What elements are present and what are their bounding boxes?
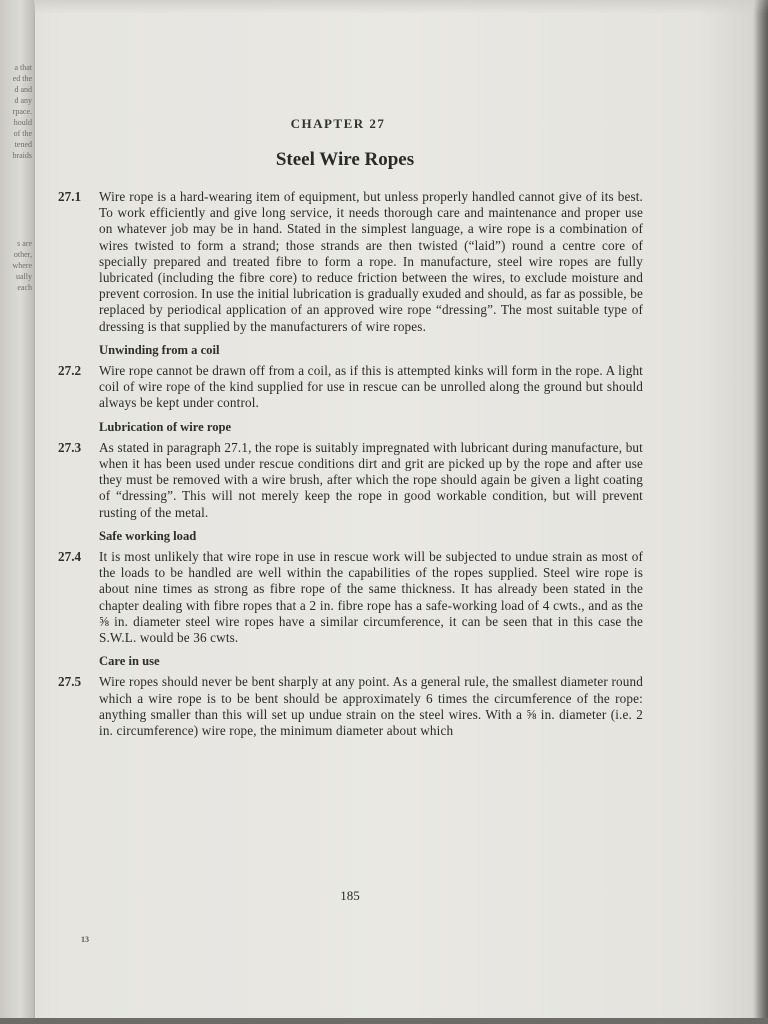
page-number: 185 [340,888,360,903]
paragraph-number: 27.3 [58,439,82,455]
paragraph-text: Wire rope is a hard-wearing item of equipment, but unless properly handled cannot give of its best. To work efficiently and give long service, it needs thorough care and maintenance and proper use on whatever job may be in hand. Stated in the simplest language, a wire rope is a combination of wires twisted to form a strand; those strands are then twisted (“laid”) round a centre core of specially prepared and treated fibre to form a rope. In manufacture, steel wire ropes are fully lubricated (including the fibre core) to reduce friction between the wires, to exclude moisture and prevent corrosion. In use the initial lubrication is gradually exuded and should, as far as possible, be replaced by periodical application of an approved wire rope “dressing”. The most suitable type of dressing is that supplied by the manufacturers of wire ropes. [99,189,643,334]
paragraph-27-5 [58,674,643,739]
paragraph-27-2 [58,363,643,412]
section-heading: Lubrication of wire rope [99,419,232,434]
paragraph-text: Wire ropes should never be bent sharply at any point. As a general rule, the smallest diameter round which a wire rope is to be bent should be approximately 6 times the circumference of the rope: anything smaller than this will set up undue strain on the steel wires. With a ⅝ in. diameter (i.e. 2 in. circumference) wire rope, the minimum diameter about which [99,674,643,739]
page-edge-shadow [754,0,768,1024]
paragraph-number: 27.2 [58,363,82,379]
paragraph-27-3 [58,440,643,521]
paragraph-text: Wire rope cannot be drawn off from a coil, as if this is attempted kinks will form in the rope. A light coil of wire rope of the kind supplied for use in rescue can be unrolled along the ground but should always be kept under control. [99,363,643,411]
chapter-label: CHAPTER 27 [290,116,386,131]
page-top-shadow [34,0,768,14]
section-heading: Care in use [99,654,160,669]
paragraph-27-4 [58,549,643,646]
paragraph-27-1 [58,189,643,335]
paragraph-number: 27.1 [58,189,82,204]
page-bottom-edge [0,1018,768,1024]
chapter-title: Steel Wire Ropes [275,149,415,170]
paragraph-text: It is most unlikely that wire rope in use in rescue work will be subjected to undue strain as most of the loads to be handled are well within the capabilities of the ropes supplied. Steel wire rope is about nine times as strong as fibre rope of the same thickness. It has already been stated in the chapter dealing with fibre ropes that a 2 in. fibre rope has a safe-working load of 4 cwts., and as the ⅝ in. diameter steel wire ropes have a similar circumference, it can be seen that in this case the S.W.L. would be 36 cwts. [99,549,643,646]
gutter-fragment: a that ed the d and d any rpace. hould of the tened braids [12,63,32,160]
paragraph-text: As stated in paragraph 27.1, the rope is suitably impregnated with lubricant during manufacture, but when it has been used under rescue conditions dirt and grit are picked up by the rope and after use they must be removed with a wire brush, after which the rope should again be given a light coating of “dressing”. This will not merely keep the rope in good workable condition, but will prevent rusting of the metal. [99,439,643,520]
section-heading: Safe working load [99,528,197,543]
paragraph-number: 27.5 [58,674,82,690]
signature-mark: 13 [81,935,89,944]
chapter-body [58,189,643,746]
section-heading: Unwinding from a coil [99,342,220,357]
gutter-fragment: s are other, where ually each [12,239,32,292]
paragraph-number: 27.4 [58,549,82,565]
